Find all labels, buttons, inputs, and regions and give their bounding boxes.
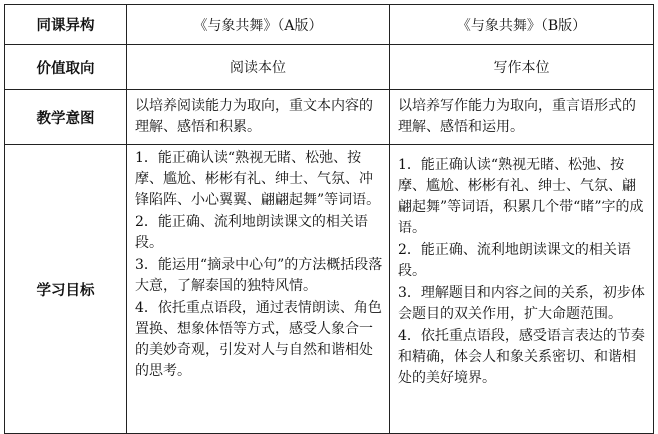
goal-b-3: 3．理解题目和内容之间的关系，初步体会题目的双关作用，扩大命题范围。 — [398, 285, 645, 322]
goal-a-2: 2．能正确、流利地朗读课文的相关语段。 — [135, 214, 368, 251]
goal-a-1: 1．能正确认读“熟视无睹、松弛、按摩、尴尬、彬彬有礼、绅士、气氛、冲锋陷阵、小心翼翼、翩翩起舞”等词语。 — [135, 150, 381, 208]
header-row-label: 同课异构 — [5, 5, 127, 45]
goals-b-cell — [390, 145, 654, 434]
goals-a-cell — [127, 145, 390, 434]
goal-a-3: 3．能运用“摘录中心句”的方法概括段落大意，了解泰国的独特风情。 — [135, 257, 383, 294]
intent-a: 以培养阅读能力为取向，重文本内容的理解、感悟和积累。 — [127, 90, 390, 145]
version-b-title: 《与象共舞》（B版） — [390, 5, 654, 45]
value-label: 价值取向 — [5, 45, 127, 90]
lesson-comparison-table — [4, 4, 654, 434]
version-a-title: 《与象共舞》（A版） — [127, 5, 390, 45]
value-a: 阅读本位 — [127, 45, 390, 90]
intent-row — [5, 90, 654, 145]
goal-a-4: 4．依托重点语段，通过表情朗读、角色置换、想象体悟等方式，感受人象合一的美妙奇观，引发对人与自然和谐相处的思考。 — [135, 300, 382, 379]
goal-b-4: 4．依托重点语段，感受语言表达的节奏和精确，体会人和象关系密切、和谐相处的美好境界。 — [398, 328, 645, 386]
intent-label: 教学意图 — [5, 90, 127, 145]
goal-b-1: 1．能正确认读“熟视无睹、松弛、按摩、尴尬、彬彬有礼、绅士、气氛、翩翩起舞”等词语，积累几个带“睹”字的成语。 — [398, 157, 644, 236]
value-row — [5, 45, 654, 90]
goal-b-2: 2．能正确、流利地朗读课文的相关语段。 — [398, 242, 631, 279]
goals-row — [5, 145, 654, 434]
intent-b: 以培养写作能力为取向，重言语形式的理解、感悟和运用。 — [390, 90, 654, 145]
header-row — [5, 5, 654, 45]
goals-label: 学习目标 — [5, 145, 127, 434]
value-b: 写作本位 — [390, 45, 654, 90]
